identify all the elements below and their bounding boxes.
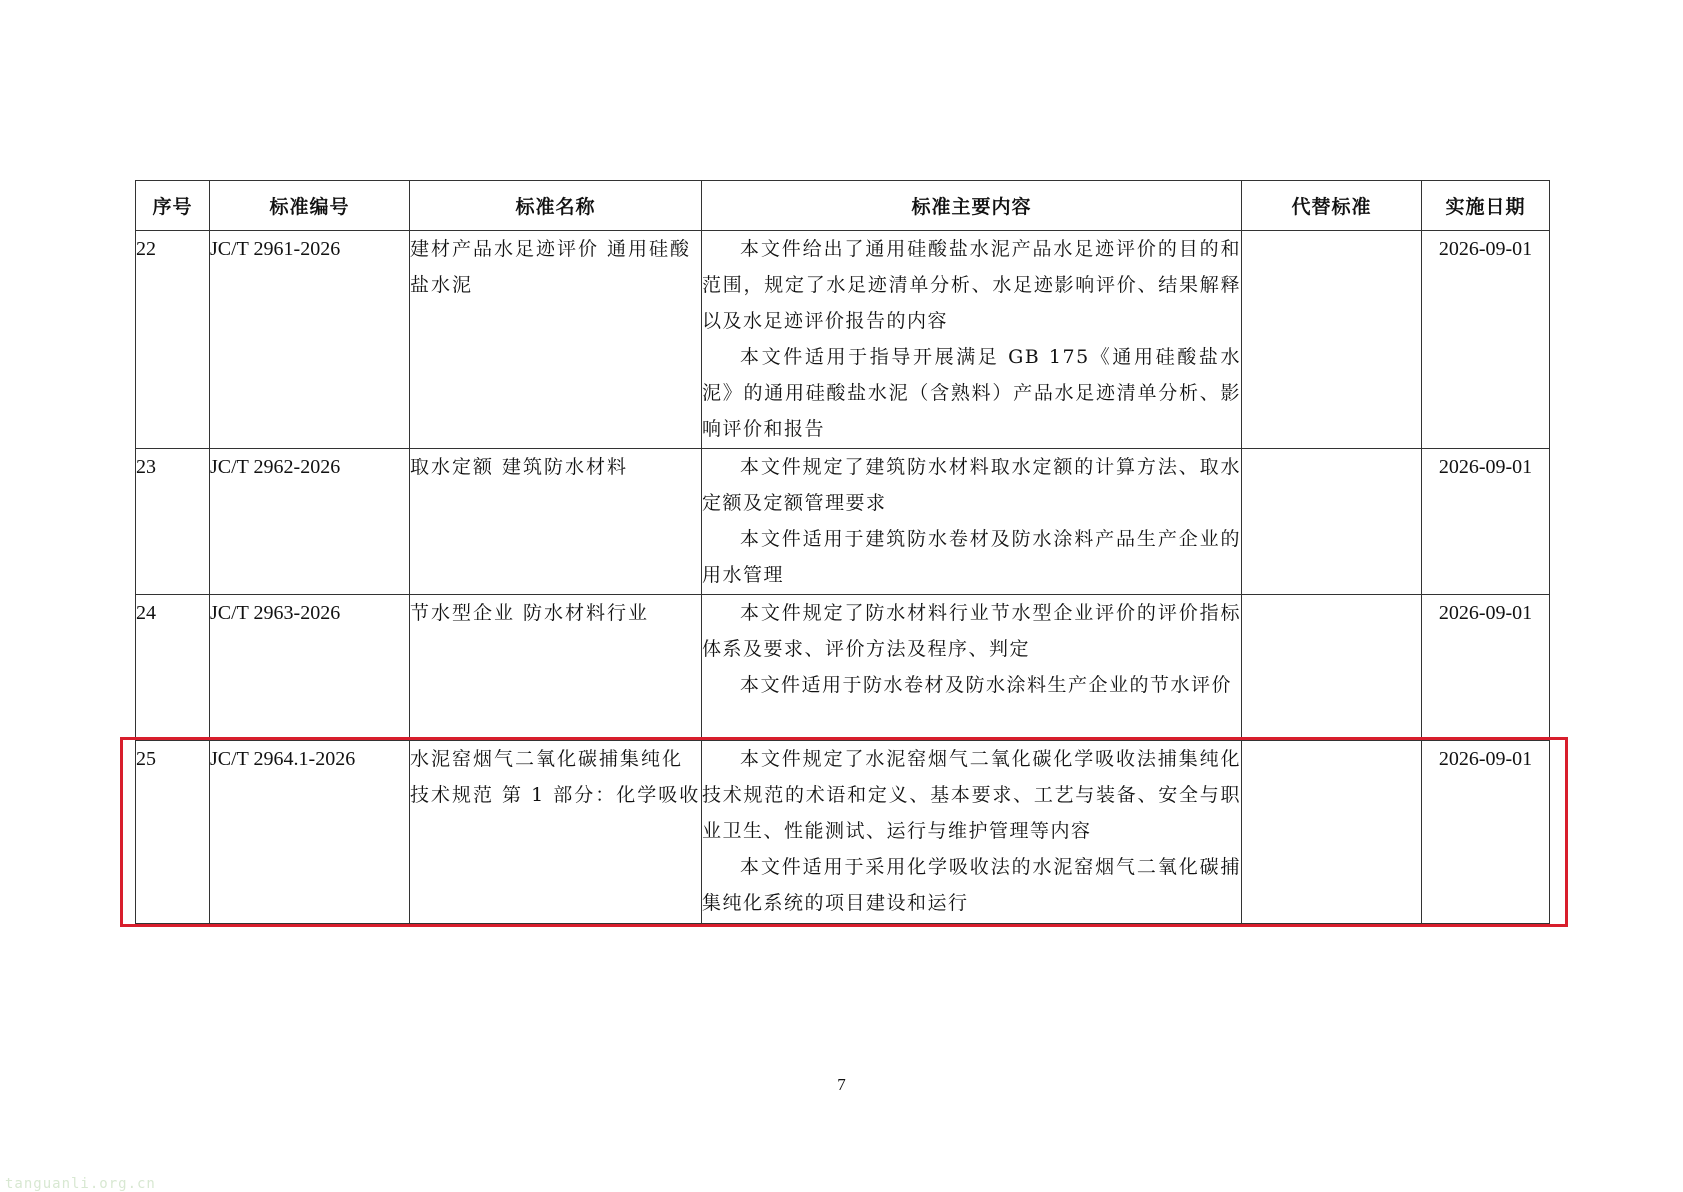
content-paragraph: 本文件给出了通用硅酸盐水泥产品水足迹评价的目的和范围，规定了水足迹清单分析、水足迹影响评价、结果解释以及水足迹评价报告的内容 — [702, 238, 1241, 332]
content-paragraph: 本文件适用于防水卷材及防水涂料生产企业的节水评价 — [740, 674, 1233, 696]
row-implementation-date: 2026-09-01 — [1422, 231, 1550, 449]
page-number: 7 — [837, 1075, 846, 1094]
row-main-content — [702, 595, 1242, 741]
row-standard-name: 水泥窑烟气二氧化碳捕集纯化技术规范 第 1 部分：化学吸收 — [410, 741, 702, 924]
header-replaced-standard: 代替标准 — [1242, 181, 1422, 231]
row-implementation-date: 2026-09-01 — [1422, 595, 1550, 741]
row-serial-number: 23 — [136, 449, 210, 595]
table-row — [136, 231, 1550, 449]
row-main-content — [702, 741, 1242, 924]
content-paragraph: 本文件适用于指导开展满足 GB 175《通用硅酸盐水泥》的通用硅酸盐水泥（含熟料）产品水足迹清单分析、影响评价和报告 — [702, 346, 1241, 440]
table-header-row — [136, 181, 1550, 231]
row-replaced-standard — [1242, 449, 1422, 595]
row-replaced-standard — [1242, 741, 1422, 924]
row-standard-name: 建材产品水足迹评价 通用硅酸盐水泥 — [410, 231, 702, 449]
row-standard-code: JC/T 2961-2026 — [210, 231, 410, 449]
row-implementation-date: 2026-09-01 — [1422, 449, 1550, 595]
header-implementation-date: 实施日期 — [1422, 181, 1550, 231]
row-main-content — [702, 231, 1242, 449]
table-row — [136, 595, 1550, 741]
table-row — [136, 449, 1550, 595]
row-standard-code: JC/T 2963-2026 — [210, 595, 410, 741]
row-standard-name: 取水定额 建筑防水材料 — [410, 449, 702, 595]
header-standard-name: 标准名称 — [410, 181, 702, 231]
row-standard-code: JC/T 2962-2026 — [210, 449, 410, 595]
row-standard-code: JC/T 2964.1-2026 — [210, 741, 410, 924]
watermark-text: tanguanli.org.cn — [5, 1176, 156, 1192]
table-row-highlighted — [136, 741, 1550, 924]
content-paragraph: 本文件适用于采用化学吸收法的水泥窑烟气二氧化碳捕集纯化系统的项目建设和运行 — [702, 856, 1241, 914]
row-replaced-standard — [1242, 595, 1422, 741]
content-paragraph: 本文件规定了建筑防水材料取水定额的计算方法、取水定额及定额管理要求 — [702, 456, 1241, 514]
row-standard-name: 节水型企业 防水材料行业 — [410, 595, 702, 741]
row-serial-number: 25 — [136, 741, 210, 924]
row-replaced-standard — [1242, 231, 1422, 449]
header-serial-number: 序号 — [136, 181, 210, 231]
standards-table — [135, 180, 1550, 924]
row-implementation-date: 2026-09-01 — [1422, 741, 1550, 924]
content-paragraph: 本文件规定了水泥窑烟气二氧化碳化学吸收法捕集纯化技术规范的术语和定义、基本要求、工艺与装备、安全与职业卫生、性能测试、运行与维护管理等内容 — [702, 748, 1241, 842]
row-serial-number: 24 — [136, 595, 210, 741]
content-paragraph: 本文件适用于建筑防水卷材及防水涂料产品生产企业的用水管理 — [702, 528, 1241, 586]
content-paragraph: 本文件规定了防水材料行业节水型企业评价的评价指标体系及要求、评价方法及程序、判定 — [702, 602, 1241, 660]
row-main-content — [702, 449, 1242, 595]
header-main-content: 标准主要内容 — [702, 181, 1242, 231]
row-serial-number: 22 — [136, 231, 210, 449]
header-standard-code: 标准编号 — [210, 181, 410, 231]
